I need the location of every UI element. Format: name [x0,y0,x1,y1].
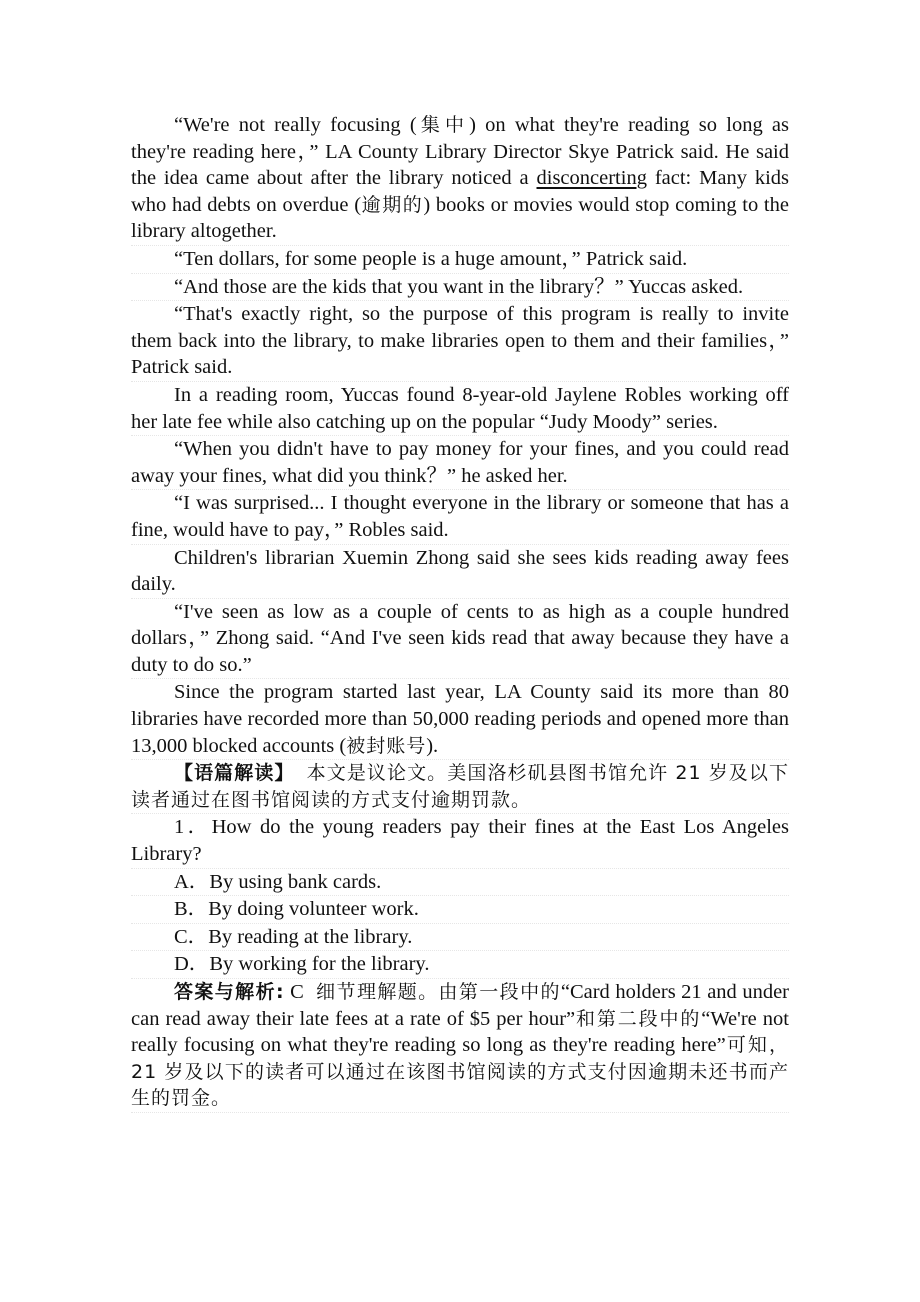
paragraph-8: Children's librarian Xuemin Zhong said she sees kids reading away fees daily. [131,545,789,599]
paragraph-3: “And those are the kids that you want in the library？” Yuccas asked. [131,274,789,302]
underlined-word: disconcerting [536,167,647,190]
option-a [131,869,789,897]
question-text: How do the young readers pay their fines at the East Los Angeles Library? [131,816,789,866]
paragraph-2: “Ten dollars, for some people is a huge amount，” Patrick said. [131,246,789,274]
p10-gloss-blocked: 被封账号 [346,734,427,757]
answer-quote-2: “We're not really focusing on what they're reading so long as they're reading here” [131,1007,789,1057]
answer-explanation [131,979,789,1113]
paragraph-7: “I was surprised... I thought everyone in the library or someone that has a fine, would have to pay，” Robles said. [131,490,789,544]
answer-label: 答案与解析: [174,981,285,1003]
p10-text: Since the program started last year, LA County said its more than 80 libraries have recorded more than 50,000 reading periods and opened more than 13,000 blocked accounts ( [131,681,789,757]
p1-text-a: “We're not really focusing ( [174,114,417,136]
document-page [131,112,789,1113]
option-letter: C． [174,925,209,948]
paragraph-4: “That's exactly right, so the purpose of this program is really to invite them back into the library, to make libraries open to them and their families，” Patrick said. [131,301,789,382]
option-text: By using bank cards. [209,870,382,893]
paragraph-1 [131,112,789,246]
paragraph-10 [131,679,789,760]
question-number: 1． [174,816,212,839]
option-letter: A． [174,870,210,893]
option-text: By reading at the library. [208,925,413,948]
question-stem [131,814,789,868]
option-d [131,951,789,979]
p10-end: ). [426,734,439,757]
analysis-text: 本文是议论文。美国洛杉矶县图书馆允许 21 岁及以下读者通过在图书馆阅读的方式支付逾期罚款。 [131,762,789,811]
paragraph-6: “When you didn't have to pay money for your fines, and you could read away your fines, what did you think？” he asked her. [131,436,789,490]
discourse-analysis [131,760,789,814]
option-c [131,924,789,952]
option-text: By working for the library. [209,953,430,976]
p1-gloss-overdue: 逾期的 [361,193,424,216]
answer-quote-1: “Card holders 21 and under can read away their late fees at a rate of $5 per hour” [131,981,789,1030]
answer-conclusion: 可知，21 岁及以下的读者可以通过在该图书馆阅读的方式支付因逾期未还书而产生的罚金。 [131,1034,789,1110]
option-text: By doing volunteer work. [208,898,419,921]
paragraph-9: “I've seen as low as a couple of cents to as high as a couple hundred dollars，” Zhong said. “And I've seen kids read that away because they have a duty to do so.” [131,599,789,680]
option-b [131,896,789,924]
answer-connector: 和第二段中的 [575,1007,702,1030]
analysis-label: 【语篇解读】 [174,762,295,785]
option-letter: D． [174,953,210,976]
p1-text-d: ) books or movies would stop coming to the library altogether. [131,193,789,243]
p1-text-b: ) on what they're reading so long as they're reading here，” LA County Library Director Skye Patrick said. He said the idea came about after the library noticed a [131,114,790,190]
paragraph-5: In a reading room, Yuccas found 8-year-old Jaylene Robles working off her late fee while also catching up on the popular “Judy Moody” series. [131,382,789,436]
p1-gloss-focus: 集中 [416,114,470,136]
answer-choice: C [290,981,304,1003]
answer-type: 细节理解题。由第一段中的 [315,981,561,1003]
option-letter: B． [174,898,209,921]
p1-text-c: fact: Many kids who had debts on overdue ( [131,167,789,216]
